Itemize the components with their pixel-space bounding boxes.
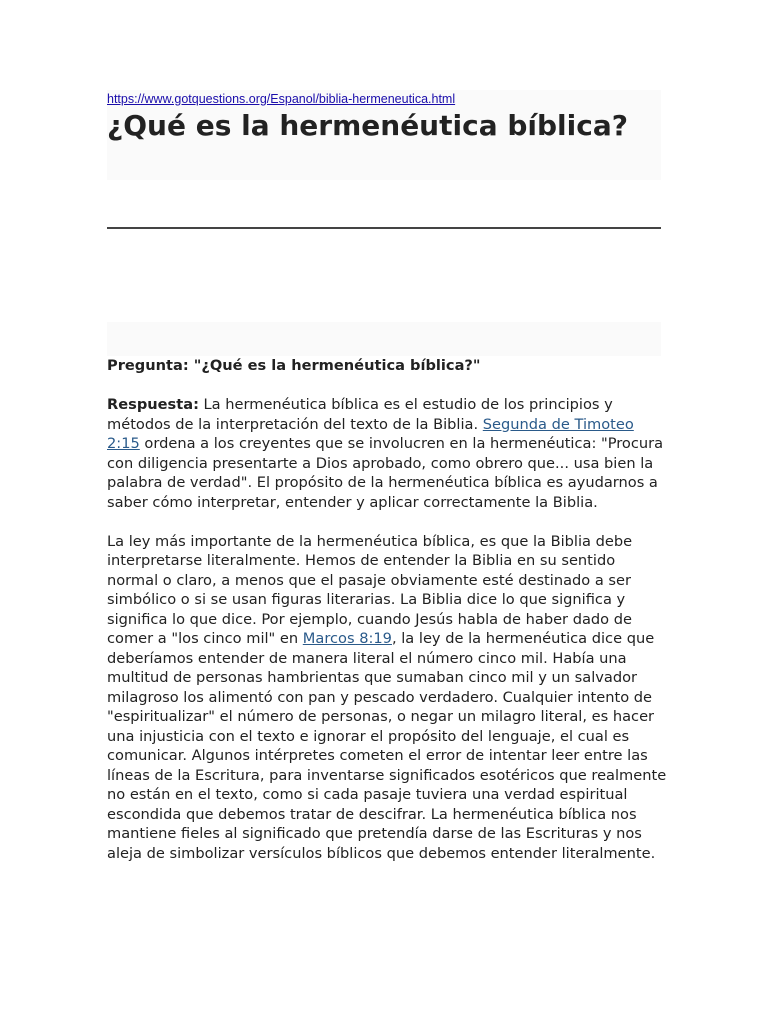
- shaded-band: [107, 322, 661, 356]
- paragraph2-text-1: La ley más importante de la hermenéutica bíblica, es que la Biblia debe interpretarse literalmente. Hemos de entender la Biblia en su sentido normal o claro, a menos que el pasaje obviamente esté destinado a ser simbólico o si se usan figuras literarias. La Biblia dice lo que significa y significa lo que dice. Por ejemplo, cuando Jesús habla de haber dado de comer a "los cinco mil" en: [107, 532, 633, 647]
- bible-ref-link-marcos[interactable]: Marcos 8:19: [302, 630, 392, 647]
- literal-interpretation-paragraph: [107, 532, 667, 864]
- article-body: [107, 356, 667, 883]
- answer-text-2: ordena a los creyentes que se involucren en la hermenéutica: "Procura con diligencia presentarte a Dios aprobado, como obrero que... usa bien la palabra de verdad". El propósito de la hermenéutica bíblica es ayudarnos a saber cómo interpretar, entender y aplicar correctamente la Biblia.: [107, 435, 664, 511]
- paragraph2-text-2: , la ley de la hermenéutica dice que deberíamos entender de manera literal el número cinco mil. Había una multitud de personas hambrientas que sumaban cinco mil y un salvador milagroso los alimentó con pan y pescado verdadero. Cualquier intento de "espiritualizar" el número de personas, o negar un milagro literal, es hacer una injusticia con el texto e ignorar el propósito del lenguaje, el cual es comunicar. Algunos intérpretes cometen el error de intentar leer entre las líneas de la Escritura, para inventarse significados esotéricos que realmente no están en el texto, como si cada pasaje tuviera una verdad espiritual escondida que debemos tratar de descifrar. La hermenéutica bíblica nos mantiene fieles al significado que pretendía darse de las Escrituras y nos aleja de simbolizar versículos bíblicos que debemos entender literalmente.: [107, 630, 667, 862]
- horizontal-rule: [107, 227, 661, 229]
- bible-ref-link-timoteo[interactable]: Segunda de Timoteo 2:15: [107, 415, 634, 452]
- source-url-link[interactable]: https://www.gotquestions.org/Espanol/biblia-hermeneutica.html: [107, 92, 456, 106]
- answer-paragraph: [107, 395, 667, 512]
- answer-label: Respuesta:: [107, 396, 199, 413]
- page-title: ¿Qué es la hermenéutica bíblica?: [107, 109, 628, 142]
- question-heading: Pregunta: "¿Qué es la hermenéutica bíblica?": [107, 357, 481, 374]
- answer-text-1: La hermenéutica bíblica es el estudio de los principios y métodos de la interpretación del texto de la Biblia.: [107, 396, 613, 433]
